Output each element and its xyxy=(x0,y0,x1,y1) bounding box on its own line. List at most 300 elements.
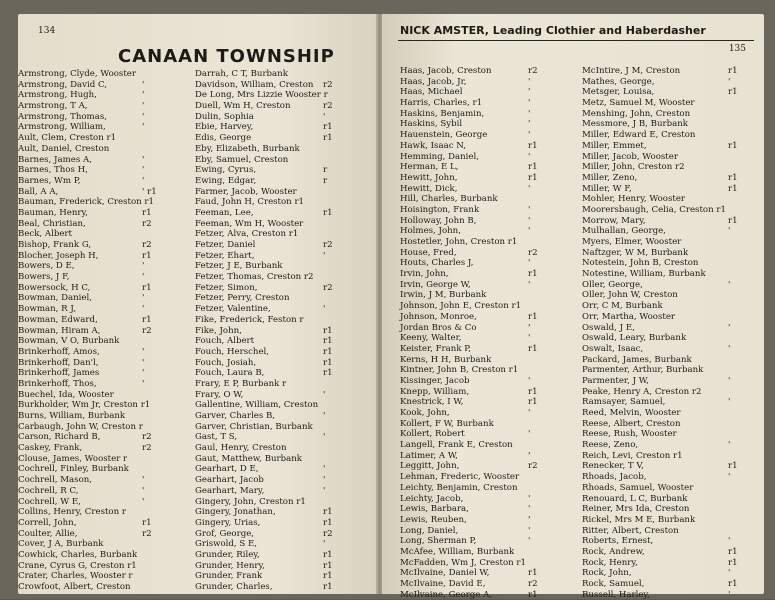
entry-name: Brinkerhoff, James xyxy=(18,368,100,379)
entry-name: Hewitt, John, xyxy=(400,172,458,183)
entry-name: McIntire, J M, Creston xyxy=(582,66,681,76)
entry-name: Lewis, Barbara, xyxy=(400,504,469,515)
directory-entry xyxy=(18,112,178,123)
entry-route: ' xyxy=(528,108,531,119)
directory-entry xyxy=(18,80,178,91)
directory-entry xyxy=(18,261,178,272)
entry-route: ' xyxy=(728,568,731,579)
directory-entry xyxy=(400,173,565,184)
directory-entry xyxy=(18,187,178,198)
entry-name: Hewitt, Dick, xyxy=(400,183,458,194)
entry-route: ' xyxy=(528,87,531,98)
entry-route: ' xyxy=(728,76,731,87)
entry-route: ' xyxy=(528,322,531,333)
directory-entry xyxy=(400,333,565,344)
entry-route: r2 xyxy=(142,240,152,250)
directory-entry xyxy=(582,483,762,494)
directory-entry xyxy=(18,464,178,475)
entry-name: Ritter, Albert, Creston xyxy=(582,525,679,536)
directory-entry xyxy=(582,323,762,334)
entry-name: Rock, Andrew, xyxy=(582,546,645,557)
entry-route: r1 xyxy=(728,557,738,568)
entry-name: Davidson, William, Creston xyxy=(195,79,314,90)
entry-name: Clouse, James, Wooster r xyxy=(18,453,128,464)
entry-name: Fouch, Josiah, xyxy=(195,357,257,368)
directory-entry xyxy=(18,379,178,390)
entry-name: Langell, Frank E, Creston xyxy=(400,440,513,451)
directory-entry xyxy=(400,237,565,248)
entry-route: ' xyxy=(528,450,531,461)
entry-name: Gingery, Urias, xyxy=(195,517,261,528)
directory-entry xyxy=(582,216,762,227)
entry-name: Armstrong, David C, xyxy=(18,79,107,90)
entry-name: Ball, A A, xyxy=(18,186,59,197)
directory-entry xyxy=(195,507,365,518)
entry-route: ' xyxy=(142,90,145,101)
entry-route: ' xyxy=(528,408,531,418)
directory-entry xyxy=(582,248,762,259)
entry-name: Brinkerhoff, Amos, xyxy=(18,346,100,357)
entry-name: Miller, W F, xyxy=(582,183,632,194)
directory-entry xyxy=(400,162,565,173)
directory-entry xyxy=(18,368,178,379)
entry-route: r1 xyxy=(728,183,738,194)
entry-name: Rickel, Mrs M E, Burbank xyxy=(582,514,696,525)
entry-name: Bowers, D E, xyxy=(18,261,75,272)
directory-entry xyxy=(18,326,178,337)
entry-route: ' xyxy=(728,375,731,386)
directory-entry xyxy=(18,454,178,465)
directory-entry xyxy=(18,486,178,497)
entry-name: Garver, Charles B, xyxy=(195,411,276,421)
directory-entry xyxy=(582,77,762,88)
entry-name: Cover, J A, Burbank xyxy=(18,539,104,550)
entry-name: Lehman, Frederic, Wooster xyxy=(400,472,520,483)
directory-entry xyxy=(18,240,178,251)
entry-route: ' xyxy=(142,272,145,283)
entry-name: Johnson, Monroe, xyxy=(400,311,477,322)
directory-entry xyxy=(582,301,762,312)
directory-entry xyxy=(400,408,565,419)
entry-name: Bishop, Frank G, xyxy=(18,240,92,250)
entry-route: ' xyxy=(142,261,145,272)
directory-entry xyxy=(195,122,365,133)
entry-name: Bauman, Frederick, Creston r1 xyxy=(18,197,154,208)
directory-entry xyxy=(582,355,762,366)
directory-entry xyxy=(582,536,762,547)
entry-name: Feeman, Wm H, Wooster xyxy=(195,218,304,229)
entry-route: ' xyxy=(323,411,326,421)
entry-name: Fouch, Herschel, xyxy=(195,346,270,357)
entry-route: r1 xyxy=(528,568,538,579)
entry-name: Carson, Richard B, xyxy=(18,432,101,443)
directory-entry xyxy=(400,547,565,558)
directory-entry xyxy=(18,101,178,112)
entry-name: Holloway, John B, xyxy=(400,215,477,226)
entry-route: ' xyxy=(142,175,145,186)
directory-entry xyxy=(18,122,178,133)
entry-name: Cochrell, Finley, Burbank xyxy=(18,464,129,475)
entry-name: Fike, Frederick, Feston r xyxy=(195,314,304,325)
entry-name: Mohler, Henry, Wooster xyxy=(582,194,686,205)
entry-route: ' xyxy=(323,304,326,315)
entry-name: Haas, Michael xyxy=(400,87,463,98)
directory-entry xyxy=(18,390,178,401)
entry-name: Duell, Wm H, Creston xyxy=(195,101,291,112)
entry-name: Rhoads, Samuel, Wooster xyxy=(582,482,694,493)
directory-entry xyxy=(18,69,178,80)
entry-name: Cochrell, Mason, xyxy=(18,475,93,486)
entry-name: Metsger, Louisa, xyxy=(582,87,655,98)
entry-route: ' xyxy=(528,525,531,536)
entry-name: Irvin, George W, xyxy=(400,279,471,290)
directory-entry xyxy=(18,251,178,262)
entry-route: r2 xyxy=(142,325,152,336)
directory-entry xyxy=(400,355,565,366)
entry-route: r1 xyxy=(142,282,152,293)
entry-name: Leggitt, John, xyxy=(400,461,460,472)
entry-route: r1 xyxy=(528,269,538,280)
entry-name: Eby, Elizabeth, Burbank xyxy=(195,143,300,154)
entry-route: ' xyxy=(142,485,145,496)
entry-name: McIlvaine, David E, xyxy=(400,579,486,589)
entry-name: Grunder, Riley, xyxy=(195,549,260,560)
entry-route: ' xyxy=(323,111,326,122)
entry-name: Notestein, John B, Creston xyxy=(582,258,699,269)
entry-route: r1 xyxy=(142,314,152,325)
directory-entry xyxy=(18,529,178,540)
directory-entry xyxy=(582,184,762,195)
directory-entry xyxy=(582,590,762,600)
directory-entry xyxy=(195,411,365,422)
entry-name: Fetzer, Thomas, Creston r2 xyxy=(195,272,314,283)
directory-entry xyxy=(18,497,178,508)
entry-name: McIlvaine, George A, xyxy=(400,589,493,600)
entry-route: r2 xyxy=(528,461,538,472)
directory-entry xyxy=(18,283,178,294)
entry-route: ' xyxy=(528,429,531,440)
entry-route: r xyxy=(323,175,328,186)
entry-name: Blocher, Joseph H, xyxy=(18,250,99,261)
entry-route: ' xyxy=(528,504,531,515)
page-number: 135 xyxy=(728,44,746,54)
entry-name: Fetzer, Daniel xyxy=(195,240,256,250)
directory-entry xyxy=(195,326,365,337)
directory-entry xyxy=(18,443,178,454)
directory-entry xyxy=(18,293,178,304)
directory-entry xyxy=(195,112,365,123)
entry-route: r1 xyxy=(142,517,152,528)
directory-column xyxy=(582,66,762,600)
directory-entry xyxy=(195,336,365,347)
entry-name: Reese, Zeno, xyxy=(582,440,639,451)
entry-route: ' xyxy=(528,98,531,109)
directory-entry xyxy=(18,197,178,208)
entry-name: Peake, Henry A, Creston r2 xyxy=(582,386,702,397)
directory-entry xyxy=(195,155,365,166)
entry-route: ' xyxy=(528,279,531,290)
entry-route: ' xyxy=(728,536,731,547)
directory-entry xyxy=(582,205,762,216)
entry-name: Jordan Bros & Co xyxy=(400,322,477,333)
entry-route: r2 xyxy=(323,101,333,112)
entry-name: Grunder, Henry, xyxy=(195,560,265,571)
entry-name: Lewis, Reuben, xyxy=(400,514,467,525)
entry-route: ' xyxy=(728,472,731,483)
directory-entry xyxy=(18,432,178,443)
entry-name: Latimer, A W, xyxy=(400,450,458,461)
entry-route: ' xyxy=(728,226,731,237)
entry-name: Farmer, Jacob, Wooster xyxy=(195,186,297,197)
directory-entry xyxy=(582,494,762,505)
entry-name: Fike, John, xyxy=(195,325,242,336)
directory-entry xyxy=(195,219,365,230)
directory-entry xyxy=(582,258,762,269)
running-head: NICK AMSTER, Leading Clothier and Haberdasher xyxy=(400,24,706,37)
entry-route: r2 xyxy=(323,240,333,250)
entry-route: ' xyxy=(142,357,145,368)
entry-route: ' xyxy=(528,215,531,226)
directory-entry xyxy=(582,429,762,440)
entry-route: r1 xyxy=(728,172,738,183)
directory-entry xyxy=(582,141,762,152)
entry-route: r2 xyxy=(323,79,333,90)
directory-entry xyxy=(400,98,565,109)
entry-name: Cowhick, Charles, Burbank xyxy=(18,549,138,560)
entry-name: Fouch, Albert xyxy=(195,336,255,347)
entry-route: ' xyxy=(142,304,145,315)
entry-name: Haas, Jacob, Creston xyxy=(400,66,492,76)
entry-route: r1 xyxy=(528,140,538,151)
entry-name: Reese, Rush, Wooster xyxy=(582,429,677,440)
entry-name: Bauman, Henry, xyxy=(18,207,88,218)
entry-name: Irwin, J M, Burbank xyxy=(400,290,487,301)
directory-entry xyxy=(582,333,762,344)
entry-name: Armstrong, Thomas, xyxy=(18,111,107,122)
entry-route: r xyxy=(323,165,328,176)
directory-entry xyxy=(195,497,365,508)
directory-entry xyxy=(582,568,762,579)
directory-entry xyxy=(18,208,178,219)
entry-route: ' xyxy=(528,333,531,344)
directory-entry xyxy=(400,515,565,526)
entry-name: Brinkerhoff, Dan'l, xyxy=(18,357,99,368)
entry-route: ' xyxy=(323,485,326,496)
directory-entry xyxy=(400,504,565,515)
entry-name: Grunder, Charles, xyxy=(195,582,273,592)
directory-entry xyxy=(195,90,365,101)
entry-route: r2 xyxy=(142,443,152,454)
entry-route: ' xyxy=(528,119,531,130)
entry-name: Moorersbaugh, Celia, Creston r1 xyxy=(582,204,726,215)
directory-entry xyxy=(18,176,178,187)
entry-name: Fetzer, Simon, xyxy=(195,282,258,293)
entry-name: Armstrong, Clyde, Wooster xyxy=(18,69,136,79)
entry-name: De Long, Mrs Lizzie Wooster r xyxy=(195,90,328,101)
directory-entry xyxy=(18,272,178,283)
entry-name: Knestrick, I W, xyxy=(400,397,464,408)
entry-route: r1 xyxy=(728,461,738,472)
entry-name: Reed, Melvin, Wooster xyxy=(582,408,681,418)
directory-entry xyxy=(582,119,762,130)
entry-name: Fetzer, Ehart, xyxy=(195,250,255,261)
entry-route: r1 xyxy=(528,386,538,397)
entry-route: r1 xyxy=(323,357,333,368)
entry-route: ' xyxy=(528,76,531,87)
directory-entry xyxy=(582,440,762,451)
directory-entry xyxy=(582,109,762,120)
directory-entry xyxy=(195,69,365,80)
right-page xyxy=(382,14,764,600)
entry-route: ' xyxy=(728,589,731,600)
entry-name: McIlvaine, Daniel W, xyxy=(400,568,490,579)
entry-route: ' xyxy=(142,346,145,357)
entry-name: Irvin, John, xyxy=(400,269,449,280)
directory-entry xyxy=(195,486,365,497)
entry-name: Harris, Charles, r1 xyxy=(400,98,483,109)
left-page xyxy=(18,14,378,594)
entry-name: House, Fred, xyxy=(400,247,457,258)
directory-entry xyxy=(582,312,762,323)
entry-name: Haskins, Sybil xyxy=(400,119,463,130)
entry-route: r2 xyxy=(142,218,152,229)
entry-route: ' xyxy=(528,226,531,237)
entry-name: Long, Daniel, xyxy=(400,525,459,536)
entry-name: Russell, Harley, xyxy=(582,589,650,600)
directory-entry xyxy=(582,472,762,483)
directory-entry xyxy=(195,400,365,411)
entry-route: r2 xyxy=(528,66,538,76)
directory-entry xyxy=(195,368,365,379)
entry-name: Buechel, Ida, Wooster xyxy=(18,389,114,400)
directory-entry xyxy=(400,280,565,291)
directory-entry xyxy=(400,258,565,269)
directory-entry xyxy=(18,411,178,422)
directory-entry xyxy=(582,558,762,569)
entry-route: r1 xyxy=(323,549,333,560)
entry-route: ' xyxy=(142,79,145,90)
directory-entry xyxy=(400,397,565,408)
entry-route: ' xyxy=(728,343,731,354)
entry-name: Hoisington, Frank xyxy=(400,204,480,215)
directory-entry xyxy=(400,66,565,77)
directory-entry xyxy=(195,422,365,433)
entry-name: Herman, E L, xyxy=(400,162,459,173)
entry-route: ' xyxy=(528,204,531,215)
entry-name: Barnes, James A, xyxy=(18,154,92,165)
directory-entry xyxy=(195,283,365,294)
entry-name: Rock, Henry, xyxy=(582,557,638,568)
directory-entry xyxy=(400,419,565,430)
directory-entry xyxy=(195,80,365,91)
entry-name: Fouch, Laura B, xyxy=(195,368,265,379)
entry-route: r1 xyxy=(528,172,538,183)
entry-name: Bowman, Hiram A, xyxy=(18,325,101,336)
directory-entry xyxy=(400,451,565,462)
entry-route: r1 xyxy=(323,122,333,133)
entry-name: Haskins, Benjamin, xyxy=(400,108,485,119)
entry-route: ' xyxy=(323,464,326,475)
entry-route: r1 xyxy=(528,397,538,408)
entry-name: Feeman, Lee, xyxy=(195,207,254,218)
directory-entry xyxy=(400,387,565,398)
entry-name: Correll, John, xyxy=(18,517,77,528)
entry-name: Ault, Clem, Creston r1 xyxy=(18,133,117,144)
directory-entry xyxy=(400,568,565,579)
entry-name: Keeny, Walter, xyxy=(400,333,462,344)
directory-entry xyxy=(18,219,178,230)
directory-entry xyxy=(18,155,178,166)
entry-route: r1 xyxy=(728,215,738,226)
entry-name: Cochrell, W E, xyxy=(18,496,81,507)
entry-route: r1 xyxy=(323,571,333,582)
entry-route: r1 xyxy=(323,207,333,218)
directory-entry xyxy=(582,526,762,537)
directory-entry xyxy=(195,582,365,593)
entry-route: r1 xyxy=(323,325,333,336)
directory-entry xyxy=(195,144,365,155)
entry-name: Haas, Jacob, Jr, xyxy=(400,76,467,87)
entry-name: Reich, Levi, Creston r1 xyxy=(582,450,683,461)
entry-name: Miller, Emmet, xyxy=(582,140,647,151)
entry-route: r1 xyxy=(528,343,538,354)
directory-entry xyxy=(400,440,565,451)
entry-route: ' xyxy=(142,101,145,112)
directory-entry xyxy=(400,130,565,141)
directory-entry xyxy=(582,504,762,515)
directory-entry xyxy=(400,269,565,280)
entry-name: McFadden, Wm J, Creston r1 xyxy=(400,557,526,568)
entry-name: Miller, Edward E, Creston xyxy=(582,130,696,141)
directory-entry xyxy=(18,304,178,315)
directory-entry xyxy=(195,518,365,529)
directory-entry xyxy=(400,301,565,312)
entry-name: Gaut, Matthew, Burbank xyxy=(195,453,303,464)
entry-name: Gearhart, Mary, xyxy=(195,485,265,496)
entry-name: Parmenter, J W, xyxy=(582,375,649,386)
directory-entry xyxy=(400,472,565,483)
entry-name: Renouard, L C, Burbank xyxy=(582,493,688,504)
entry-name: Reese, Albert, Creston xyxy=(582,418,681,429)
entry-name: Leichty, Benjamin, Creston xyxy=(400,482,518,493)
entry-name: Dulin, Sophia xyxy=(195,111,254,122)
entry-name: Grof, George, xyxy=(195,528,255,539)
entry-name: Caskey, Frank, xyxy=(18,443,83,454)
directory-entry xyxy=(582,408,762,419)
entry-name: Gallentine, William, Creston xyxy=(195,400,319,411)
entry-name: Morrow, Mary, xyxy=(582,215,646,226)
directory-entry xyxy=(195,165,365,176)
entry-name: Fetzer, Perry, Creston xyxy=(195,293,290,304)
entry-name: Gearhart, Jacob xyxy=(195,475,264,486)
directory-entry xyxy=(195,539,365,550)
directory-entry xyxy=(582,66,762,77)
directory-entry xyxy=(195,529,365,540)
entry-name: Crater, Charles, Wooster r xyxy=(18,571,133,582)
entry-name: Long, Sherman P, xyxy=(400,536,477,547)
entry-route: r1 xyxy=(528,589,538,600)
entry-route: r1 xyxy=(728,579,738,589)
entry-name: Hill, Charles, Burbank xyxy=(400,194,498,205)
directory-entry xyxy=(400,483,565,494)
directory-entry xyxy=(195,550,365,561)
directory-entry xyxy=(18,144,178,155)
entry-name: Orr, Martha, Wooster xyxy=(582,311,676,322)
entry-name: Oswalt, Isaac, xyxy=(582,343,644,354)
entry-name: Keister, Frank P, xyxy=(400,343,472,354)
directory-entry xyxy=(582,290,762,301)
entry-name: Cochrell, R C, xyxy=(18,485,79,496)
